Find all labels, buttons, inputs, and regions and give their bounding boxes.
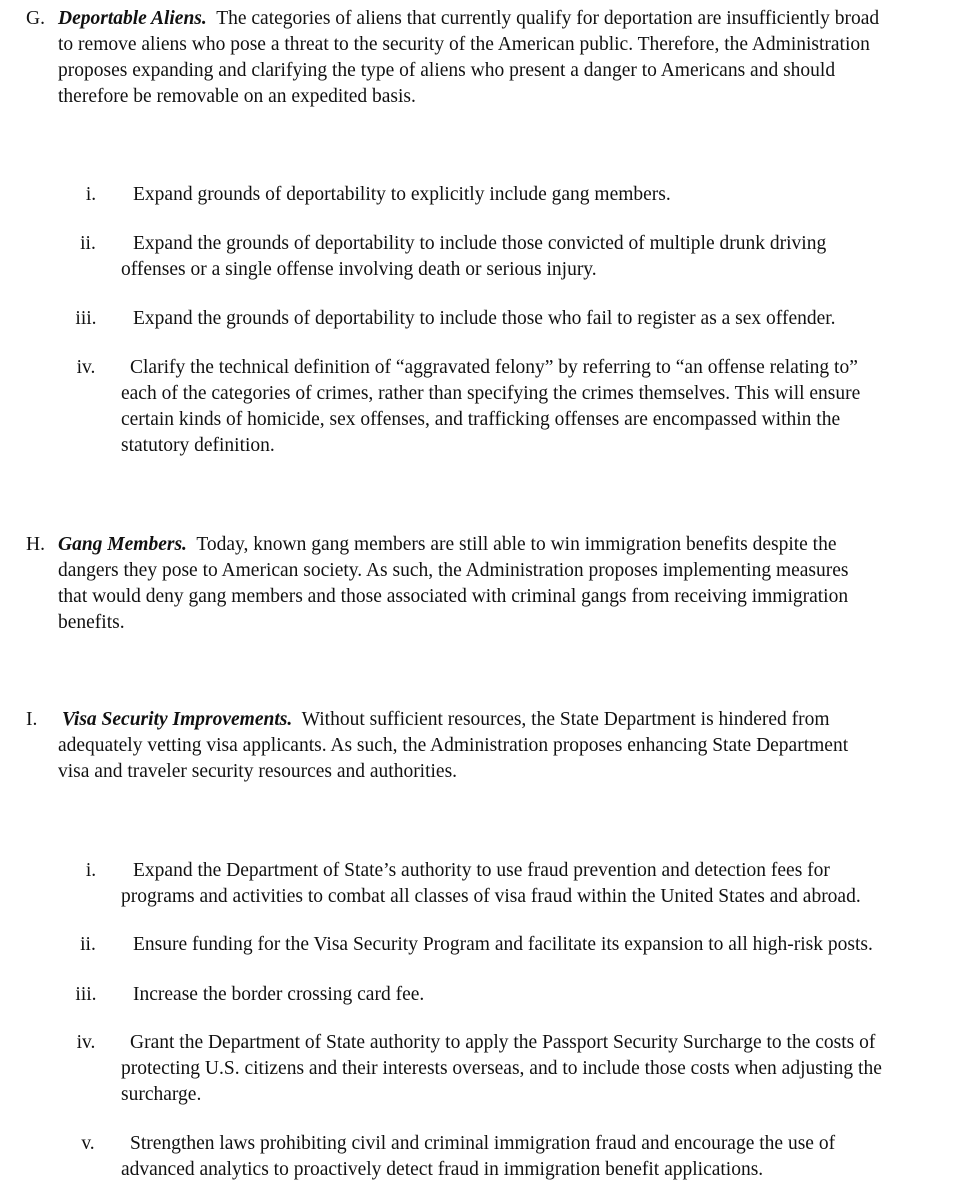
list-item: Expand the grounds of deportability to include those who fail to register as a sex offender. (133, 308, 836, 329)
list-numeral: iv. (76, 357, 96, 378)
section-heading: Deportable Aliens. (58, 8, 207, 29)
section-paragraph: Deportable Aliens. The categories of aliens that currently qualify for deportation are insufficiently broad to remove aliens who pose a threat to the security of the American public. Therefore, the Administration proposes expanding and clarifying the type of aliens who present a danger to Americans and should therefore be removable on an expedited basis. (58, 8, 880, 107)
list-numeral: iii. (75, 308, 97, 329)
section-paragraph: Gang Members. Today, known gang members are still able to win immigration benefits despite the dangers they pose to American society. As such, the Administration proposes implementing measures that would deny gang members and those associated with criminal gangs from receiving immigration benefits. (58, 534, 849, 633)
section-letter: G. (26, 8, 45, 29)
list-numeral: iii. (75, 984, 97, 1005)
section-letter: H. (26, 534, 45, 555)
list-numeral: ii. (80, 233, 96, 254)
list-item: Strengthen laws prohibiting civil and criminal immigration fraud and encourage the use of advanced analytics to proactively detect fraud in immigration benefit applications. (121, 1133, 836, 1180)
list-numeral: iv. (76, 1032, 96, 1053)
list-item: Ensure funding for the Visa Security Program and facilitate its expansion to all high-risk posts. (133, 934, 873, 955)
section-paragraph: Visa Security Improvements. Without sufficient resources, the State Department is hindered from adequately vetting visa applicants. As such, the Administration proposes enhancing State Department visa and traveler security resources and authorities. (58, 709, 849, 782)
list-item: Expand the Department of State’s authority to use fraud prevention and detection fees for programs and activities to combat all classes of visa fraud within the United States and abroad. (121, 860, 861, 907)
list-numeral: ii. (80, 934, 96, 955)
list-item: Grant the Department of State authority to apply the Passport Security Surcharge to the costs of protecting U.S. citizens and their interests overseas, and to include those costs when adjusting the surcharge. (121, 1032, 882, 1105)
list-numeral: i. (85, 860, 97, 881)
list-numeral: v. (81, 1133, 95, 1154)
list-item: Expand grounds of deportability to explicitly include gang members. (133, 184, 671, 205)
list-item: Increase the border crossing card fee. (133, 984, 425, 1005)
list-item: Clarify the technical definition of “aggravated felony” by referring to “an offense relating to” each of the categories of crimes, rather than specifying the crimes themselves. This will ensure certain kinds of homicide, sex offenses, and trafficking offenses are encompassed within the statutory definition. (121, 357, 861, 456)
section-heading: Gang Members. (58, 534, 187, 555)
list-numeral: i. (85, 184, 97, 205)
section-heading: Visa Security Improvements. (62, 709, 293, 730)
section-letter: I. (26, 709, 38, 730)
list-item: Expand the grounds of deportability to include those convicted of multiple drunk driving offenses or a single offense involving death or serious injury. (121, 233, 827, 280)
